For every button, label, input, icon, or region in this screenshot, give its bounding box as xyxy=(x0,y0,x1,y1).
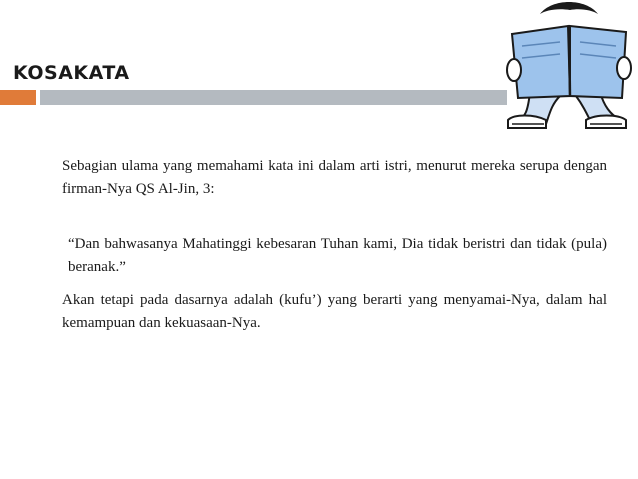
title-underline-bar xyxy=(40,90,507,105)
paragraph-quote: “Dan bahwasanya Mahatinggi kebesaran Tuhan kami, Dia tidak beristri dan tidak (pula) beranak.” xyxy=(68,236,607,275)
paragraph-intro: Sebagian ulama yang memahami kata ini dalam arti istri, menurut mereka serupa dengan firman-Nya QS Al-Jin, 3: xyxy=(62,158,607,197)
title-accent-bar xyxy=(0,90,36,105)
slide-title: KOSAKATA xyxy=(13,62,130,84)
paragraph-explanation: Akan tetapi pada dasarnya adalah (kufu’) yang berarti yang menyamai-Nya, dalam hal kemampuan dan kekuasaan-Nya. xyxy=(62,292,607,331)
person-reading-book-icon xyxy=(500,0,638,134)
